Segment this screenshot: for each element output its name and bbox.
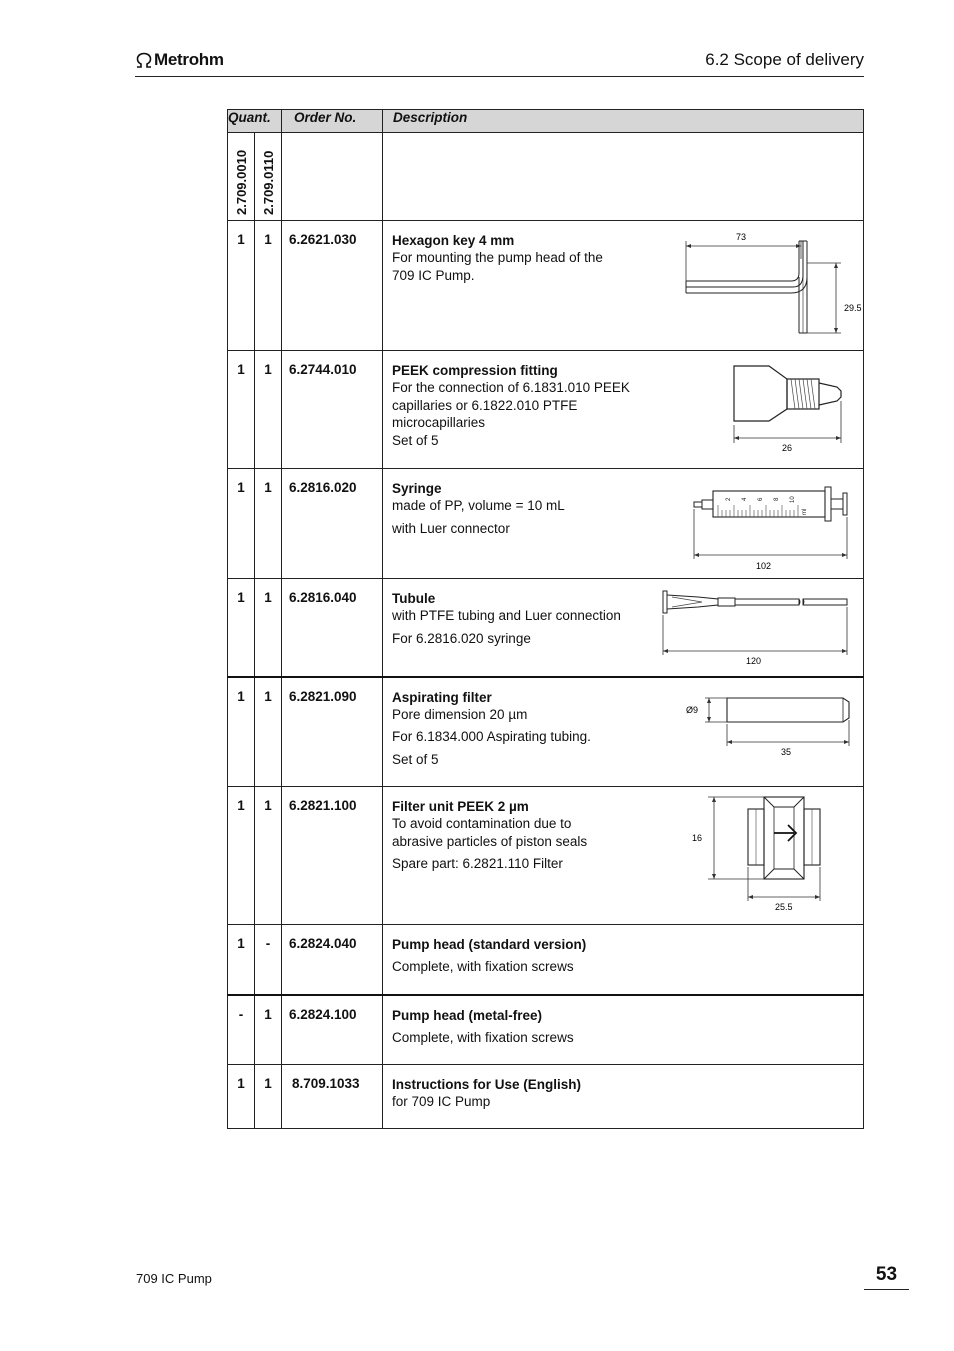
quant-cell: 1 — [228, 579, 255, 677]
item-title: Syringe — [392, 481, 442, 496]
page-number: 53 — [864, 1264, 909, 1290]
quant-cell: 1 — [255, 579, 282, 677]
description-cell — [383, 995, 864, 1065]
item-line: For 6.2816.020 syringe — [392, 630, 531, 646]
order-number: 6.2816.040 — [282, 579, 383, 677]
dim-label: 26 — [782, 443, 793, 453]
order-number: 6.2824.100 — [282, 995, 383, 1065]
item-line: For the connection of 6.1831.010 PEEK — [392, 380, 630, 395]
dim-label: 25.5 — [775, 902, 793, 912]
order-number: 6.2821.090 — [282, 677, 383, 787]
quant-cell: 1 — [228, 351, 255, 469]
page-header — [135, 48, 864, 77]
table-row — [228, 995, 864, 1065]
section-title: 6.2 Scope of delivery — [705, 50, 864, 69]
dim-label: 35 — [781, 746, 792, 757]
variant-row — [228, 133, 864, 221]
item-line: Spare part: 6.2821.110 Filter — [392, 856, 563, 871]
scale-label: 4 — [742, 497, 748, 501]
quant-cell: 1 — [228, 677, 255, 787]
description-cell — [383, 677, 864, 787]
dim-label: 16 — [692, 833, 703, 843]
empty-cell — [383, 133, 864, 221]
scale-label: 2 — [726, 497, 732, 501]
description-cell — [383, 787, 864, 925]
item-title: Tubule — [392, 591, 436, 606]
quant-cell: 1 — [228, 787, 255, 925]
scope-of-delivery-table — [227, 109, 864, 1129]
quant-cell: 1 — [228, 221, 255, 351]
hexagon-key-drawing — [681, 229, 871, 341]
order-number: 8.709.1033 — [282, 1065, 383, 1129]
quant-cell: - — [228, 995, 255, 1065]
table-row — [228, 351, 864, 469]
syringe-scale-ticks — [718, 505, 798, 517]
syringe-drawing — [688, 477, 863, 577]
omega-icon — [135, 52, 153, 68]
order-number: 6.2621.030 — [282, 221, 383, 351]
description-cell — [383, 1065, 864, 1129]
order-number: 6.2824.040 — [282, 925, 383, 995]
table-row — [228, 677, 864, 787]
item-title: Instructions for Use (English) — [392, 1077, 582, 1092]
table-row — [228, 221, 864, 351]
dim-label: Ø9 — [686, 704, 699, 715]
table-row — [228, 925, 864, 995]
dim-label: 73 — [736, 232, 747, 242]
quant-header: Quant. — [228, 110, 282, 133]
variant-label-2: 2.709.0110 — [260, 150, 276, 215]
item-line: capillaries or 6.1822.010 PTFE — [392, 397, 578, 413]
table-row — [228, 787, 864, 925]
item-line: with Luer connector — [392, 520, 510, 536]
item-line: Set of 5 — [392, 432, 439, 448]
footer-product-name: 709 IC Pump — [136, 1271, 212, 1286]
description-cell — [383, 925, 864, 995]
quant-cell: 1 — [228, 925, 255, 995]
item-line: Pore dimension 20 µm — [392, 706, 528, 722]
item-line: microcapillaries — [392, 415, 486, 430]
scale-label: 6 — [758, 497, 764, 501]
item-line: For mounting the pump head of the — [392, 250, 603, 265]
quant-cell: 1 — [255, 787, 282, 925]
dim-label: 29.5 — [844, 303, 862, 313]
quant-cell: 1 — [255, 677, 282, 787]
item-title: PEEK compression fitting — [392, 363, 558, 378]
quant-cell: 1 — [255, 221, 282, 351]
item-line: To avoid contamination due to — [392, 816, 572, 831]
item-line: 709 IC Pump. — [392, 267, 475, 283]
quant-cell: 1 — [255, 351, 282, 469]
item-line: For 6.1834.000 Aspirating tubing. — [392, 729, 591, 744]
item-title: Hexagon key 4 mm — [392, 233, 515, 248]
description-cell — [383, 579, 864, 677]
table-row — [228, 579, 864, 677]
order-number: 6.2816.020 — [282, 469, 383, 579]
description-header: Description — [383, 110, 864, 133]
variant-cell — [255, 133, 282, 221]
filter-unit-drawing — [688, 793, 858, 915]
dim-label: 120 — [746, 656, 762, 666]
item-title: Pump head (metal-free) — [392, 1007, 543, 1023]
order-no-header: Order No. — [282, 110, 383, 133]
variant-label-1: 2.709.0010 — [233, 149, 249, 215]
order-number: 6.2821.100 — [282, 787, 383, 925]
logo-text: Metrohm — [154, 50, 224, 69]
empty-cell — [282, 133, 383, 221]
order-number: 6.2744.010 — [282, 351, 383, 469]
item-line: abrasive particles of piston seals — [392, 833, 588, 849]
item-line: Complete, with fixation screws — [392, 959, 574, 974]
dim-label: 102 — [756, 561, 772, 571]
table-row — [228, 1065, 864, 1129]
description-cell — [383, 469, 864, 579]
description-cell — [383, 351, 864, 469]
aspirating-filter-drawing — [683, 690, 858, 762]
quant-cell: 1 — [228, 1065, 255, 1129]
item-line: with PTFE tubing and Luer connection — [392, 608, 621, 623]
item-line: Set of 5 — [392, 751, 439, 767]
scale-unit: ml — [802, 508, 808, 515]
quant-cell: 1 — [255, 469, 282, 579]
item-title: Aspirating filter — [392, 689, 492, 705]
scale-label: 10 — [790, 496, 796, 503]
table-row — [228, 469, 864, 579]
table-header-row — [228, 110, 864, 133]
item-title: Filter unit PEEK 2 µm — [392, 799, 529, 814]
scale-label: 8 — [774, 497, 780, 501]
metrohm-logo — [135, 50, 224, 70]
quant-cell: - — [255, 925, 282, 995]
variant-cell — [228, 133, 255, 221]
quant-cell: 1 — [255, 995, 282, 1065]
tubule-drawing — [658, 585, 853, 669]
quant-cell: 1 — [228, 469, 255, 579]
peek-fitting-drawing — [729, 361, 869, 453]
item-line: for 709 IC Pump — [392, 1094, 491, 1109]
item-line: made of PP, volume = 10 mL — [392, 498, 565, 513]
item-line: Complete, with fixation screws — [392, 1029, 574, 1045]
item-title: Pump head (standard version) — [392, 937, 587, 952]
description-cell — [383, 221, 864, 351]
quant-cell: 1 — [255, 1065, 282, 1129]
